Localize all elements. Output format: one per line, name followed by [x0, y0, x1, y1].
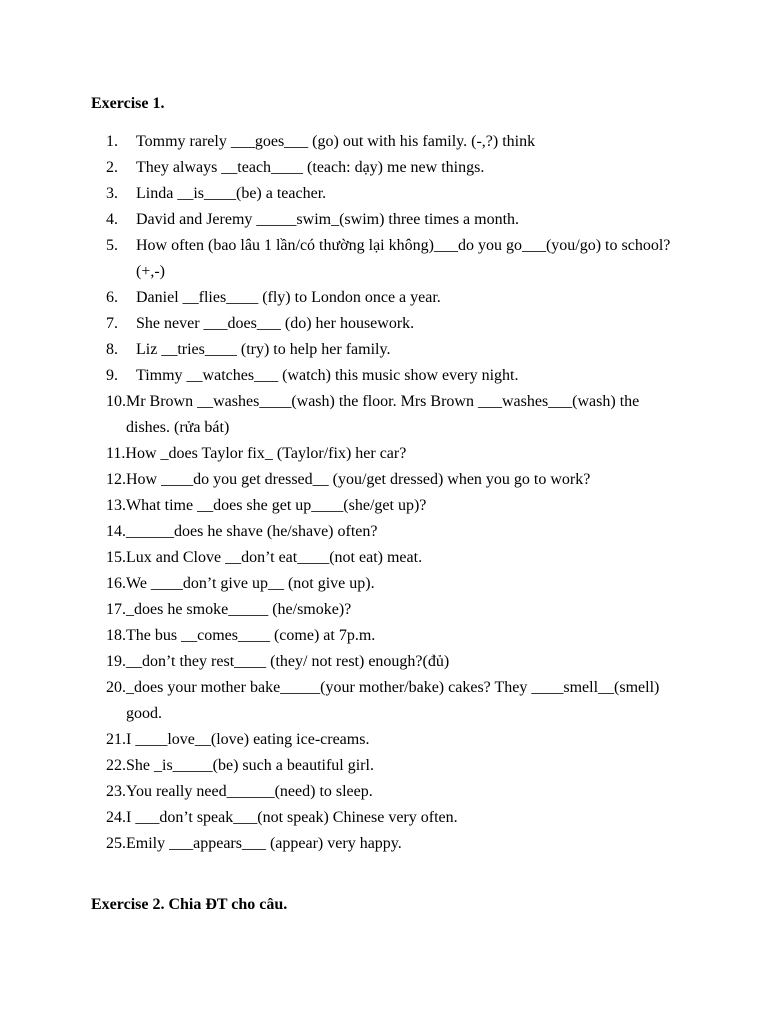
- list-item: [0, 675, 768, 727]
- list-item: [0, 129, 768, 155]
- item-number: 21.: [106, 731, 126, 748]
- list-item: [0, 805, 768, 831]
- item-text: ______does he shave (he/shave) often?: [126, 523, 378, 540]
- item-text: She _is_____(be) such a beautiful girl.: [126, 757, 374, 774]
- item-number: 22.: [106, 757, 126, 774]
- item-number: 17.: [106, 601, 126, 618]
- list-item: [0, 207, 768, 233]
- item-number: 10.: [106, 393, 126, 410]
- item-text: They always __teach____ (teach: dạy) me new things.: [136, 159, 485, 176]
- list-item: [0, 753, 768, 779]
- item-text: She never ___does___ (do) her housework.: [136, 315, 415, 332]
- item-text: __don’t they rest____ (they/ not rest) enough?(đủ): [126, 653, 450, 670]
- exercise-1-title: Exercise 1.: [91, 95, 165, 112]
- list-item: [0, 337, 768, 363]
- item-text: David and Jeremy _____swim_(swim) three times a month.: [136, 211, 520, 228]
- item-text: How often (bao lâu 1 lần/có thường lại không)___do you go___(you/go) to school? (+,-): [136, 237, 671, 280]
- list-item: [0, 181, 768, 207]
- list-item: [0, 571, 768, 597]
- list-item: [0, 545, 768, 571]
- item-number: 3.: [106, 185, 118, 202]
- item-number: 5.: [106, 237, 118, 254]
- item-number: 23.: [106, 783, 126, 800]
- item-number: 7.: [106, 315, 118, 332]
- item-text: What time __does she get up____(she/get up)?: [126, 497, 427, 514]
- item-text: Daniel __flies____ (fly) to London once a year.: [136, 289, 441, 306]
- item-number: 18.: [106, 627, 126, 644]
- item-text: _does he smoke_____ (he/smoke)?: [126, 601, 352, 618]
- list-item: [0, 727, 768, 753]
- item-number: 16.: [106, 575, 126, 592]
- list-item: [0, 519, 768, 545]
- item-number: 24.: [106, 809, 126, 826]
- item-text: We ____don’t give up__ (not give up).: [126, 575, 375, 592]
- list-item: [0, 311, 768, 337]
- exercise-2-title: Exercise 2. Chia ĐT cho câu.: [91, 896, 288, 913]
- list-item: [0, 389, 768, 441]
- item-number: 14.: [106, 523, 126, 540]
- list-item: [0, 649, 768, 675]
- item-number: 13.: [106, 497, 126, 514]
- item-number: 4.: [106, 211, 118, 228]
- item-text: How ____do you get dressed__ (you/get dressed) when you go to work?: [126, 471, 591, 488]
- list-item: [0, 467, 768, 493]
- item-text: Emily ___appears___ (appear) very happy.: [126, 835, 402, 852]
- list-item: [0, 155, 768, 181]
- item-number: 19.: [106, 653, 126, 670]
- list-item: [0, 233, 768, 285]
- item-number: 20.: [106, 679, 126, 696]
- exercise-1-list: [0, 129, 768, 857]
- item-number: 2.: [106, 159, 118, 176]
- list-item: [0, 831, 768, 857]
- item-text: I ___don’t speak___(not speak) Chinese very often.: [126, 809, 458, 826]
- item-number: 8.: [106, 341, 118, 358]
- item-text: Mr Brown __washes____(wash) the floor. Mrs Brown ___washes___(wash) the dishes. (rửa bát): [126, 393, 640, 436]
- list-item: [0, 285, 768, 311]
- item-number: 6.: [106, 289, 118, 306]
- item-text: You really need______(need) to sleep.: [126, 783, 373, 800]
- list-item: [0, 493, 768, 519]
- item-number: 9.: [106, 367, 118, 384]
- list-item: [0, 623, 768, 649]
- item-number: 15.: [106, 549, 126, 566]
- list-item: [0, 597, 768, 623]
- item-text: I ____love__(love) eating ice-creams.: [126, 731, 370, 748]
- list-item: [0, 779, 768, 805]
- item-text: Tommy rarely ___goes___ (go) out with his family. (-,?) think: [136, 133, 536, 150]
- item-text: How _does Taylor fix_ (Taylor/fix) her car?: [125, 445, 407, 462]
- item-text: _does your mother bake_____(your mother/bake) cakes? They ____smell__(smell) good.: [126, 679, 660, 722]
- list-item: [0, 441, 768, 467]
- item-text: Lux and Clove __don’t eat____(not eat) meat.: [126, 549, 423, 566]
- item-number: 25.: [106, 835, 126, 852]
- item-text: Linda __is____(be) a teacher.: [136, 185, 327, 202]
- item-text: Liz __tries____ (try) to help her family.: [136, 341, 391, 358]
- list-item: [0, 363, 768, 389]
- item-text: Timmy __watches___ (watch) this music show every night.: [136, 367, 519, 384]
- item-number: 12.: [106, 471, 126, 488]
- item-text: The bus __comes____ (come) at 7p.m.: [126, 627, 376, 644]
- item-number: 1.: [106, 133, 118, 150]
- item-number: 11.: [106, 445, 126, 462]
